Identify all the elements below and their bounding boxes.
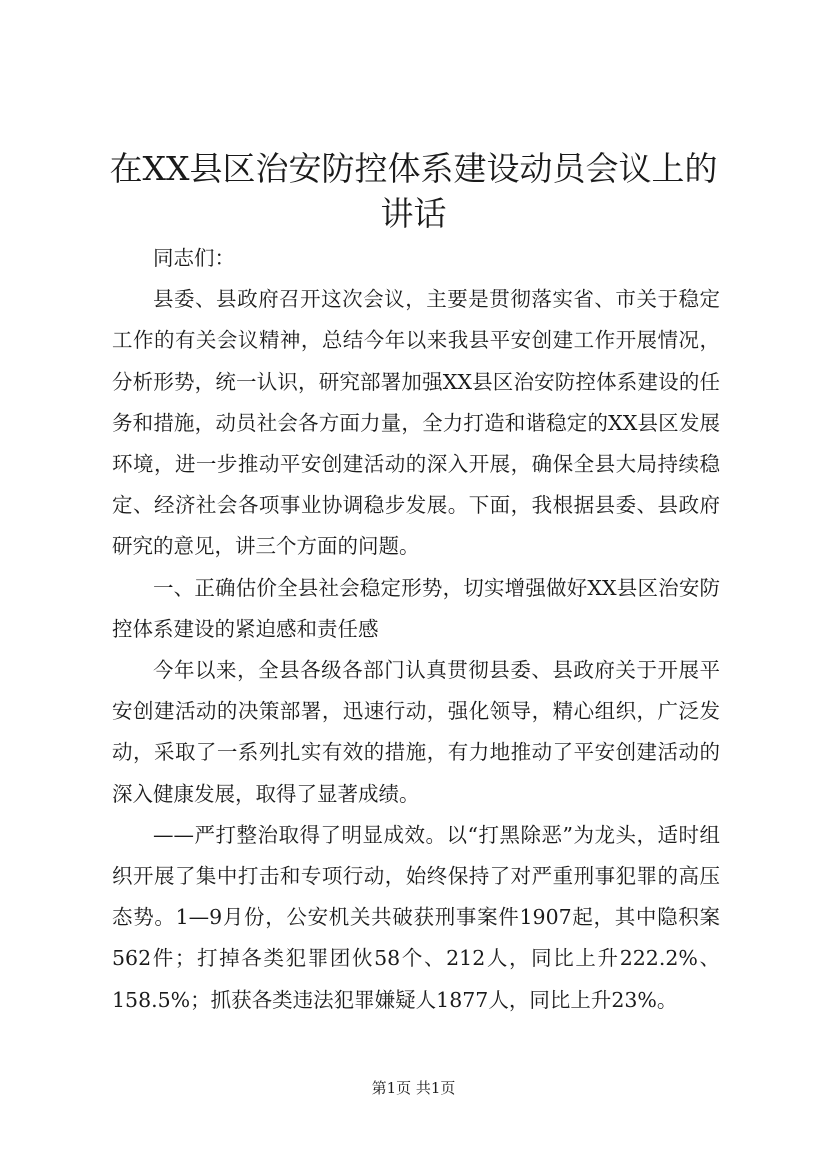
salutation-paragraph: 同志们： bbox=[153, 246, 235, 270]
intro-paragraph: 县委、县政府召开这次会议，主要是贯彻落实省、市关于稳定工作的有关会议精神，总结今年以来我县平安创建工作开展情况，分析形势，统一认识，研究部署加强XX县区治安防控体系建设的任务和措施，动员社会各方面力量，全力打造和谐稳定的XX县区发展环境，进一步推动平安创建活动的深入开展，确保全县大局持续稳定、经济社会各项事业协调稳步发展。下面，我根据县委、县政府研究的意见，讲三个方面的问题。 bbox=[112, 287, 720, 559]
document-body bbox=[112, 238, 720, 1021]
body-paragraph: ——严打整治取得了明显成效。以“打黑除恶”为龙头，适时组织开展了集中打击和专项行动，始终保持了对严重刑事犯罪的高压态势。1—9月份，公安机关共破获刑事案件1907起，其中隐积案562件；打掉各类犯罪团伙58个、212人，同比上升222.2%、158.5%；抓获各类违法犯罪嫌疑人1877人，同比上升23%。 bbox=[112, 822, 720, 1012]
document-title: 在XX县区治安防控体系建设动员会议上的讲话 bbox=[109, 149, 718, 233]
body-paragraph: 今年以来，全县各级各部门认真贯彻县委、县政府关于开展平安创建活动的决策部署，迅速行动，强化领导，精心组织，广泛发动，采取了一系列扎实有效的措施，有力地推动了平安创建活动的深入健康发展，取得了显著成绩。 bbox=[112, 658, 720, 806]
page-footer: 第1页 共1页 bbox=[371, 1079, 456, 1097]
section-heading-1: 一、正确估价全县社会稳定形势，切实增强做好XX县区治安防控体系建设的紧迫感和责任感 bbox=[112, 575, 720, 641]
